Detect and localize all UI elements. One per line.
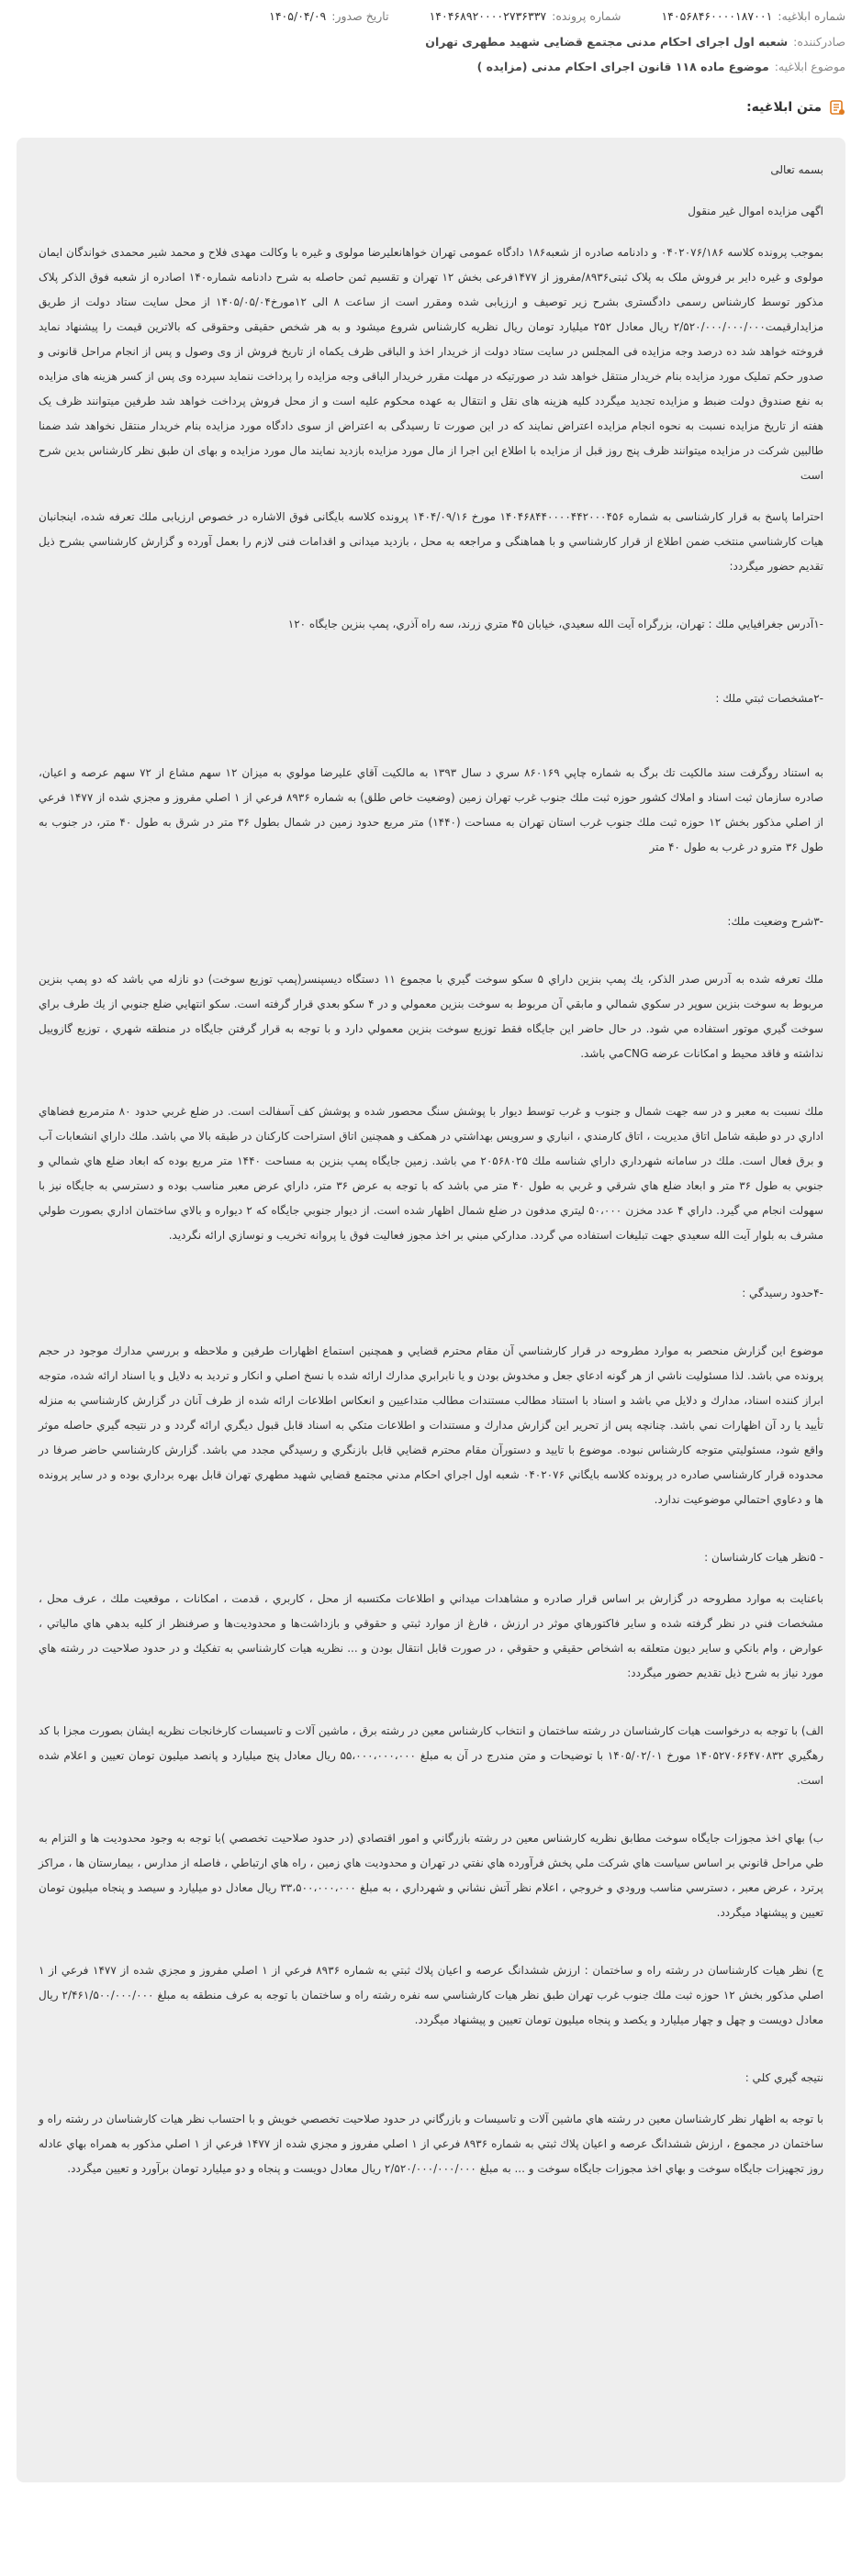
opinion-item-a: الف) با توجه به درخواست هيات کارشناسان در رشته ساختمان و انتخاب کارشناس معين در رشته برق ، ماشين آلات و تاسيسات کارخانجات نظريه ايشان بصورت مجزا با كد رهگيري ۱۴۰۵۲۷۰۶۶۴۷۰۸۳۲ مورخ ۱۴۰۵/۰۲/۰۱ با توضيحات و متن مندرج در آن به مبلغ ۵۵،۰۰۰،۰۰۰،۰۰۰ ريال معادل پنج ميليارد و پانصد ميليون تومان تعيين و اعلام شده است. (39, 1724, 824, 1787)
subject-value: موضوع ماده ۱۱۸ قانون اجرای احکام مدنی (مزایده ) (476, 60, 769, 73)
experts-opinion-paragraph: باعنايت به موارد مطروحه در گزارش بر اساس قرار صادره و مشاهدات ميداني و اطلاعات مکتسبه از محل ، کاربري ، قدمت ، امکانات ، موقعيت ملك ، عرف محل ، مشخصات فني در نظر گرفته شده و ساير فاكتورهاي موثر در ارزش ، فارغ از موارد ثبتي و حقوقي و بازداشت‌ها و محدوديت‌ها و صرفنظر از كليه بدهي هاي مالياتي ، عوارض ، وام بانكي و ساير ديون متعلقه به اشخاص حقيقي و حقوقي ، در صورت قابل انتقال بودن و ... نظريه هيات کارشناسي به تفکيك و در حدود صلاحيت در رشته هاي مورد نياز به شرح ذيل تقديم حضور ميگردد: (39, 1592, 823, 1679)
review-scope-paragraph: موضوع اين گزارش منحصر به موارد مطروحه در قرار کارشناسي آن مقام محترم قضايي و همچنين استماع اظهارات طرفين و ملاحظه و بررسي مدارك موجود در حجم پرونده مي باشد. لذا مسئوليت ناشي از هر گونه ادعاي جعل و مخدوش بودن و يا نابرابري مدارك ارائه شده با نسخ اصلي و انكار و ترديد به دلايل و يا اسناد ارائه شده، متوجه ابراز كننده اسناد، مدارك و دلايل مي باشد و اسناد با استناد مطالب مستندات مطالب متداعيين و انعكاس اطلاعات ارائه شده از طرف آنان در گزارش کارشناسي به منزله تأييد يا رد آن اظهارات نمي باشد. چنانچه پس از تحرير اين گزارش مدارك و مستندات و اطلاعات متکي به اسناد قابل قبول ديگري ارائه گردد و در نتيجه گيري حاصله موثر واقع شود، مسئوليتي متوجه کارشناس نبوده. موضوع با تاييد و دستورآن مقام محترم قضايي قابل بازنگري و رسيدگي مجدد مي باشد. گزارش کارشناسي حاضر صرفا در محدوده قرار کارشناسي صادره در پرونده کلاسه بايگاني ۰۴۰۲۰۷۶ شعبه اول اجراي احکام مدني مجتمع قضايي شهيد مطهري تهران قابل بهره برداري بوده و در ساير پرونده ها و دعاوي احتمالي موضوعيت ندارد. (39, 1344, 823, 1506)
conclusion-paragraph: با توجه به اظهار نظر کارشناسان معين در رشته هاي ماشين آلات و تاسيسات و بازرگاني در حدود صلاحيت تخصصي خويش و با احتساب نظر هيات کارشناسان در رشته راه و ساختمان در مجموع ، ارزش ششدانگ عرصه و اعيان پلاك ثبتي به شماره ۸۹۳۶ فرعي از ۱ اصلي مفروز و مجزي شده از ۱۴۷۷ فرعي از ۱ اصلي مذکور به همراه بهاي عادله روز تجهيزات جايگاه سوخت و بهاي اخذ مجوزات جايگاه سوخت و ... به مبلغ ۲/۵۲۰/۰۰۰/۰۰۰/۰۰۰ ريال معادل دويست و پنجاه و دو ميليارد تومان برآورد و تعيين ميگردد. (39, 2113, 823, 2175)
notice-number-value: ۱۴۰۵۶۸۴۶۰۰۰۰۱۸۷۰۰۱ (661, 9, 773, 23)
notice-number-label: شماره ابلاغیه: (778, 9, 845, 23)
notice-body (17, 138, 845, 2482)
registration-title: -۲مشخصات ثبتي ملك : (715, 692, 823, 705)
case-number-value: ۱۴۰۴۶۸۹۲۰۰۰۰۲۷۳۶۳۳۷ (429, 9, 547, 23)
status-title: -۳شرح وضعيت ملك: (727, 915, 823, 928)
issue-date-value: ۱۴۰۵/۰۴/۰۹ (269, 9, 327, 23)
expert-request-paragraph: احتراما پاسخ به قرار کارشناسی به شماره ۱۴۰۴۶۸۴۴۰۰۰۰۴۴۲۰۰۰۴۵۶ مورخ ۱۴۰۴/۰۹/۱۶ پرونده کلاسه بایگانی فوق الاشاره در خصوص ارزیابی ملك تعرفه شده، اینجانبان هیات کارشناسي منتخب ضمن اطلاع از قرار کارشناسي و با هماهنگی و مراجعه به محل ، بازدید میدانی و اقدامات فنی لازم را بعمل آورده و گزارش کارشناسي بشرح ذیل تقدیم حضور میگردد: (39, 510, 824, 573)
notice-meta-row (17, 4, 845, 29)
issuer-line (17, 29, 845, 54)
intro-paragraph: بموجب پرونده کلاسه ۰۴۰۲۰۷۶/۱۸۶ و دادنامه صادره از شعبه۱۸۶ دادگاه عمومی تهران خواهانعلیرضا مولوی و غیره با وکالت مهدی فلاح و محمد شیر محمدی خواندگان ایمان مولوی و غیره دایر بر فروش ملک به پلاک ثبتی۸۹۳۶/مفروز از ۱۴۷۷فرعی بخش ۱۲ تهران و تقسیم ثمن حاصله به شرح دادنامه شماره۱۴۰ اصادره از شعبه فوق الذکر پلاک مذکور توسط کارشناس رسمی دادگستری بشرح زیر توصیف و ارزیابی شده ومقرر است از ساعت ۸ الی ۱۲مورخ۱۴۰۵/۰۵/۰۴ از محل سایت ستاد دولت از طریق مزایدارقیمت۲/۵۲۰/۰۰۰/۰۰۰/۰۰۰ ریال معادل ۲۵۲ میلیارد تومان ریال نظریه کارشناس شروع میشود و به هر شخص حقیقی وحقوقی که بالاترین قیمت را پیشنهاد نماید فروخته خواهد شد ده درصد وجه مزایده فی المجلس در سایت ستاد دولت از خریدار اخذ و الباقی ظرف یکماه از تاریخ فروش از وی وصول و پس از انجام مراحل قانونی و صدور حکم تملیک مورد مزایده بنام خریدار منتقل خواهد شد در صورتیکه در مهلت مقرر خریدار الباقی وجه مزایده را پرداخت ننماید سپرده وی پس از کسر هزینه های مزایده به نفع صندوق دولت ضبط و مزایده تجدید میگردد کلیه هزینه های نقل و انتقال به عهده محکوم علیه است و از محل فروش پرداخت خواهد شد طرفین میتوانند ظرف یک هفته از تاریخ مزایده نسبت به نحوه انجام مزایده اعتراض نمایند که در این صورت تا رسیدگی به اعتراض از سوی دادگاه مورد مزایده بنام خریدار منتقل نخواهد شد ضمنا طالبین شرکت در مزایده میتوانند ظرف پنج روز قبل از مزایده با اطلاع این اجرا از مال مورد مزایده بازدید نمایند مال مورد مزایده و بهای ان طبق نظر کارشناس بدین شرح است (39, 246, 824, 482)
registration-paragraph: به استناد روگرفت سند مالکیت تك برگ به شماره چاپي ۸۶۰۱۶۹ سري د سال ۱۳۹۳ به مالکیت آقاي عليرضا مولوي به ميزان ۱۲ سهم مشاع از ۷۲ سهم عرصه و اعيان، صادره سازمان ثبت اسناد و املاك کشور حوزه ثبت ملك جنوب غرب تهران زمين (وضعيت خاص طلق) به شماره ۸۹۳۶ فرعي از ۱ اصلي مفروز و مجزي شده از ۱۴۷۷ فرعي از اصلي مذکور بخش ۱۲ حوزه ثبت ملك جنوب غرب استان تهران به مساحت (۱۴۴۰) متر مربع حدود زمين در شمال بطول ۳۶ متر در شرق به طول ۴۰ متر، در جنوب به طول ۳۶ مترو در غرب به طول ۴۰ متر (39, 766, 823, 853)
document-icon (829, 99, 845, 116)
issue-date (269, 4, 388, 29)
notice-text-heading-label: متن ابلاغیه: (746, 100, 822, 115)
notice-text-heading (17, 99, 845, 116)
opinion-item-c: ج) نظر هيات کارشناسان در رشته راه و ساختمان : ارزش ششدانگ عرصه و اعيان پلاك ثبتي به شماره ۸۹۳۶ فرعي از ۱ اصلي مفروز و مجزي شده از ۱۴۷۷ فرعي از ۱ اصلي مذکور بخش ۱۲ حوزه ثبت ملك جنوب غرب تهران طبق نظر هيات کارشناسي سه نفره رشته راه و ساختمان با توجه به عرف منطقه به مبلغ ۲/۴۶۱/۵۰۰/۰۰۰/۰۰۰ ريال معادل دويست و چهل و چهار ميليارد و يكصد و پنجاه ميليون تومان تعيين و پيشنهاد ميگردد. (39, 1964, 824, 2026)
address-paragraph: -۱آدرس جغرافيايي ملك : تهران، بزرگراه آيت الله سعيدي، خيابان ۴۵ متري زرند، سه راه آذري، پمپ بنزين جايگاه ۱۲۰ (287, 618, 823, 630)
ad-title: اگهی مزایده اموال غیر منقول (688, 205, 823, 217)
issuer-value: شعبه اول اجرای احکام مدنی مجتمع قضایی شهید مطهری تهران (425, 35, 789, 49)
case-number (430, 4, 621, 29)
notice-number (661, 4, 845, 29)
issuer-label: صادرکننده: (793, 35, 845, 49)
status-paragraph-1: ملك تعرفه شده به آدرس صدر الذکر، يك پمپ بنزين داراي ۵ سکو سوخت گيري با مجموع ۱۱ دستگاه ديسپنسر(پمپ توزيع سوخت) دو نازله مي باشد که دو پمپ بنزين مربوط به سوخت بنزين سوپر در سکوي شمالي و مابقي آن مربوط به سوخت بنزين معمولي و در ۴ سکو بعدي قرار گرفته است. سکو انتهايي ضلع جنوبي از يك طرف براي سوخت گيري موتور استفاده مي شود. در حال حاضر اين جايگاه فقط توزيع سوخت بنزين معمولي دارد و با توجه به قرار گرفتن جايگاه در منطقه شهري ، توزيع گازوييل نداشته و فاقد محيط و امکانات عرضه CNGمي باشد. (39, 973, 823, 1060)
issue-date-label: تاریخ صدور: (331, 9, 389, 23)
conclusion-title: نتيجه گيري کلي : (744, 2071, 823, 2084)
salutation: بسمه تعالی (770, 163, 823, 176)
opinion-item-b: ب) بهاي اخذ مجوزات جايگاه سوخت مطابق نظريه کارشناس معين در رشته بازرگاني و امور اقتصادي (در حدود صلاحيت تخصصي )با توجه به وجود محدوديت ها و التزام به طي مراحل قانوني بر اساس سياست هاي شرکت ملي پخش فرآورده هاي نفتي در تهران و محدوديت هاي زمين ، راه هاي ارتباطي ، فاصله از مدارس ، بيمارستان ها ، مراکز پرترد ، عرض معبر ، دسترسي مناسب ورودي و خروجي ، اعلام نظر آتش نشاني و شهرداري ، به مبلغ ۳۳،۵۰۰،۰۰۰،۰۰۰ ريال معادل دو ميليارد و سيصد و پنجاه ميليون تومان تعيين و پيشنهاد ميگردد. (39, 1832, 823, 1919)
review-scope-title: -۴حدود رسيدگي : (742, 1287, 823, 1299)
case-number-label: شماره پرونده: (552, 9, 621, 23)
status-paragraph-2: ملك نسبت به معبر و در سه جهت شمال و جنوب و غرب توسط ديوار با پوشش سنگ محصور شده و پوشش کف آسفالت است. در ضلع غربي حدود ۸۰ مترمربع فضاهاي اداري در دو طبقه شامل اتاق مديريت ، اتاق کارمندي ، انباري و سرويس بهداشتي در همکف و همچنين اتاق استراحت کارکنان در طبقه بالا مي باشد. ملك داراي انشعابات آب و برق فعال است. ملك در سامانه شهرداري داراي شناسه ملك ۲۰۵۶۸۰۲۵ مي باشد. زمين جايگاه پمپ بنزين به مساحت ۱۴۴۰ متر مربع بوده که ابعاد ضلع هاي شمالي و جنوبي به طول ۳۶ متر و ابعاد ضلع هاي شرقي و غربي به طول ۴۰ متر مي باشد که با توجه به عرض ۳۶ متر، داراي عرض معبر مناسب بوده و دسترسي به جايگاه نيز با سهولت انجام مي گيرد. داراي ۴ عدد مخزن ۵۰،۰۰۰ ليتري مدفون در ضلع شمال اظهار شده است. از ديوار جنوبي جايگاه که ۲ ديواره و بالاي ساختمان اداري بصورت طولي مشرف به بلوار آيت الله سعيدي جهت تبليغات استفاده مي گردد. مدارکي مبني بر اخذ مجوز فعاليت فوق يا پروانه تخريب و نوسازي ارائه نگرديد. (39, 1105, 823, 1242)
subject-line (17, 54, 845, 79)
notice-header (0, 0, 862, 138)
subject-label: موضوع ابلاغیه: (774, 60, 845, 73)
experts-opinion-title: - ۵نظر هيات کارشناسان : (704, 1551, 823, 1564)
